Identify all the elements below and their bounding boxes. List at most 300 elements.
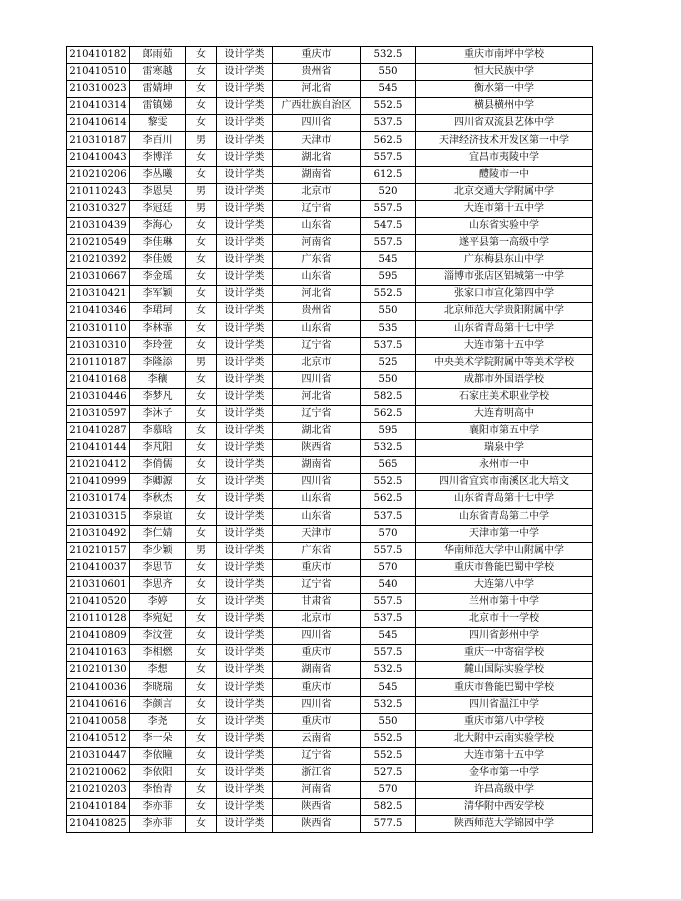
student-id-cell: 210210412 [67,457,130,474]
student-id-cell: 210310174 [67,491,130,508]
province-cell: 山东省 [273,320,361,337]
student-id-cell: 210410036 [67,679,130,696]
table-row [67,132,593,149]
student-id-cell: 210410346 [67,303,130,320]
score-cell: 545 [361,81,416,98]
province-cell: 北京市 [273,611,361,628]
major-cell: 设计学类 [217,98,273,115]
school-cell: 重庆市鲁能巴蜀中学校 [416,679,593,696]
province-cell: 辽宁省 [273,200,361,217]
student-id-cell: 210210130 [67,662,130,679]
province-cell: 北京市 [273,183,361,200]
gender-cell: 男 [186,354,217,371]
province-cell: 重庆市 [273,645,361,662]
major-cell: 设计学类 [217,235,273,252]
school-cell: 襄阳市第五中学 [416,423,593,440]
student-name-cell: 李博洋 [130,149,186,166]
score-cell: 552.5 [361,747,416,764]
province-cell: 湖南省 [273,662,361,679]
major-cell: 设计学类 [217,713,273,730]
province-cell: 广东省 [273,252,361,269]
major-cell: 设计学类 [217,440,273,457]
province-cell: 四川省 [273,474,361,491]
major-cell: 设计学类 [217,576,273,593]
school-cell: 北大附中云南实验学校 [416,730,593,747]
province-cell: 陕西省 [273,799,361,816]
student-id-cell: 210110243 [67,183,130,200]
province-cell: 天津市 [273,132,361,149]
student-id-cell: 210410512 [67,730,130,747]
student-name-cell: 李冠廷 [130,200,186,217]
score-cell: 570 [361,782,416,799]
table-row [67,64,593,81]
school-cell: 大连第八中学 [416,576,593,593]
province-cell: 辽宁省 [273,576,361,593]
school-cell: 山东省青岛第十七中学 [416,491,593,508]
province-cell: 广西壮族自治区 [273,98,361,115]
table-row [67,149,593,166]
province-cell: 山东省 [273,217,361,234]
province-cell: 陕西省 [273,440,361,457]
student-id-cell: 210210206 [67,166,130,183]
score-cell: 562.5 [361,491,416,508]
table-row [67,235,593,252]
student-name-cell: 李颜言 [130,696,186,713]
province-cell: 湖南省 [273,457,361,474]
school-cell: 四川省双流县艺体中学 [416,115,593,132]
student-name-cell: 雷镇娣 [130,98,186,115]
major-cell: 设计学类 [217,799,273,816]
gender-cell: 女 [186,98,217,115]
score-cell: 537.5 [361,337,416,354]
major-cell: 设计学类 [217,217,273,234]
province-cell: 河北省 [273,286,361,303]
gender-cell: 女 [186,645,217,662]
table-row [67,98,593,115]
table-row [67,405,593,422]
major-cell: 设计学类 [217,457,273,474]
school-cell: 山东省实验中学 [416,217,593,234]
gender-cell: 女 [186,628,217,645]
student-name-cell: 李想 [130,662,186,679]
score-cell: 552.5 [361,730,416,747]
gender-cell: 女 [186,269,217,286]
major-cell: 设计学类 [217,354,273,371]
score-cell: 577.5 [361,816,416,833]
school-cell: 重庆市第八中学校 [416,713,593,730]
gender-cell: 女 [186,799,217,816]
school-cell: 宜昌市夷陵中学 [416,149,593,166]
student-name-cell: 李怡青 [130,782,186,799]
gender-cell: 女 [186,816,217,833]
gender-cell: 女 [186,559,217,576]
major-cell: 设计学类 [217,64,273,81]
province-cell: 河南省 [273,782,361,799]
score-cell: 570 [361,525,416,542]
province-cell: 贵州省 [273,64,361,81]
table-row [67,388,593,405]
student-id-cell: 210310110 [67,320,130,337]
table-row [67,764,593,781]
table-row [67,730,593,747]
major-cell: 设计学类 [217,474,273,491]
gender-cell: 女 [186,388,217,405]
score-cell: 557.5 [361,594,416,611]
roster-body [67,47,593,833]
major-cell: 设计学类 [217,200,273,217]
major-cell: 设计学类 [217,747,273,764]
student-id-cell: 210310327 [67,200,130,217]
score-cell: 612.5 [361,166,416,183]
major-cell: 设计学类 [217,628,273,645]
student-id-cell: 210410043 [67,149,130,166]
major-cell: 设计学类 [217,782,273,799]
student-id-cell: 210210392 [67,252,130,269]
score-cell: 595 [361,269,416,286]
gender-cell: 女 [186,64,217,81]
score-cell: 520 [361,183,416,200]
school-cell: 兰州市第十中学 [416,594,593,611]
score-cell: 545 [361,628,416,645]
score-cell: 537.5 [361,611,416,628]
table-row [67,371,593,388]
student-id-cell: 210310023 [67,81,130,98]
school-cell: 广东梅县东山中学 [416,252,593,269]
table-row [67,423,593,440]
province-cell: 山东省 [273,508,361,525]
school-cell: 山东省青岛第二中学 [416,508,593,525]
school-cell: 天津经济技术开发区第一中学 [416,132,593,149]
gender-cell: 女 [186,730,217,747]
gender-cell: 女 [186,166,217,183]
student-name-cell: 雷寒越 [130,64,186,81]
major-cell: 设计学类 [217,611,273,628]
gender-cell: 女 [186,217,217,234]
gender-cell: 女 [186,81,217,98]
school-cell: 张家口市宣化第四中学 [416,286,593,303]
student-id-cell: 210410037 [67,559,130,576]
student-id-cell: 210310667 [67,269,130,286]
province-cell: 四川省 [273,115,361,132]
gender-cell: 女 [186,303,217,320]
score-cell: 550 [361,713,416,730]
gender-cell: 女 [186,235,217,252]
admission-roster-table [66,46,593,833]
gender-cell: 女 [186,782,217,799]
gender-cell: 女 [186,474,217,491]
student-id-cell: 210410182 [67,47,130,64]
table-row [67,645,593,662]
gender-cell: 女 [186,337,217,354]
score-cell: 532.5 [361,696,416,713]
student-name-cell: 李汶萱 [130,628,186,645]
student-name-cell: 李百川 [130,132,186,149]
province-cell: 云南省 [273,730,361,747]
school-cell: 大连市第十五中学 [416,337,593,354]
school-cell: 麓山国际实验学校 [416,662,593,679]
score-cell: 550 [361,64,416,81]
major-cell: 设计学类 [217,252,273,269]
school-cell: 清华附中西安学校 [416,799,593,816]
table-row [67,200,593,217]
gender-cell: 女 [186,747,217,764]
province-cell: 陕西省 [273,816,361,833]
score-cell: 562.5 [361,132,416,149]
table-row [67,440,593,457]
score-cell: 552.5 [361,286,416,303]
gender-cell: 女 [186,405,217,422]
gender-cell: 女 [186,611,217,628]
table-row [67,320,593,337]
province-cell: 山东省 [273,269,361,286]
gender-cell: 女 [186,764,217,781]
student-name-cell: 李玲萱 [130,337,186,354]
school-cell: 华南师范大学中山附属中学 [416,542,593,559]
school-cell: 淄博市张店区铝城第一中学 [416,269,593,286]
student-id-cell: 210310597 [67,405,130,422]
table-row [67,252,593,269]
student-name-cell: 李林霏 [130,320,186,337]
province-cell: 河北省 [273,388,361,405]
student-name-cell: 李俏儒 [130,457,186,474]
table-row [67,628,593,645]
school-cell: 石家庄美术职业学校 [416,388,593,405]
student-id-cell: 210410510 [67,64,130,81]
major-cell: 设计学类 [217,320,273,337]
score-cell: 537.5 [361,115,416,132]
province-cell: 湖北省 [273,423,361,440]
student-id-cell: 210410614 [67,115,130,132]
student-id-cell: 210410287 [67,423,130,440]
student-id-cell: 210110187 [67,354,130,371]
gender-cell: 女 [186,320,217,337]
score-cell: 547.5 [361,217,416,234]
school-cell: 四川省彭州中学 [416,628,593,645]
table-row [67,679,593,696]
student-id-cell: 210410520 [67,594,130,611]
gender-cell: 女 [186,696,217,713]
table-row [67,303,593,320]
student-id-cell: 210310187 [67,132,130,149]
table-row [67,816,593,833]
student-id-cell: 210410825 [67,816,130,833]
gender-cell: 女 [186,594,217,611]
table-row [67,799,593,816]
school-cell: 横县横州中学 [416,98,593,115]
school-cell: 中央美术学院附属中等美术学校 [416,354,593,371]
major-cell: 设计学类 [217,662,273,679]
school-cell: 重庆市鲁能巴蜀中学校 [416,559,593,576]
table-row [67,782,593,799]
province-cell: 北京市 [273,354,361,371]
gender-cell: 男 [186,132,217,149]
province-cell: 重庆市 [273,559,361,576]
student-id-cell: 210410168 [67,371,130,388]
province-cell: 湖北省 [273,149,361,166]
gender-cell: 男 [186,200,217,217]
major-cell: 设计学类 [217,491,273,508]
school-cell: 四川省宜宾市南溪区北大培文 [416,474,593,491]
school-cell: 醴陵市一中 [416,166,593,183]
table-row [67,457,593,474]
student-name-cell: 李尧 [130,713,186,730]
gender-cell: 女 [186,491,217,508]
province-cell: 河南省 [273,235,361,252]
school-cell: 许昌高级中学 [416,782,593,799]
student-name-cell: 李穰 [130,371,186,388]
school-cell: 天津市第一中学 [416,525,593,542]
student-name-cell: 李亦菲 [130,799,186,816]
gender-cell: 女 [186,525,217,542]
table-row [67,474,593,491]
score-cell: 525 [361,354,416,371]
school-cell: 北京交通大学附属中学 [416,183,593,200]
table-row [67,713,593,730]
gender-cell: 女 [186,457,217,474]
score-cell: 557.5 [361,235,416,252]
province-cell: 湖南省 [273,166,361,183]
major-cell: 设计学类 [217,115,273,132]
major-cell: 设计学类 [217,132,273,149]
table-row [67,491,593,508]
student-name-cell: 李慕晗 [130,423,186,440]
table-row [67,47,593,64]
major-cell: 设计学类 [217,594,273,611]
score-cell: 557.5 [361,149,416,166]
table-row [67,269,593,286]
major-cell: 设计学类 [217,303,273,320]
student-name-cell: 李秋杰 [130,491,186,508]
school-cell: 重庆一中寄宿学校 [416,645,593,662]
student-id-cell: 210410058 [67,713,130,730]
province-cell: 贵州省 [273,303,361,320]
student-id-cell: 210410184 [67,799,130,816]
student-id-cell: 210310492 [67,525,130,542]
student-id-cell: 210410999 [67,474,130,491]
score-cell: 557.5 [361,645,416,662]
table-row [67,611,593,628]
student-id-cell: 210410616 [67,696,130,713]
major-cell: 设计学类 [217,730,273,747]
major-cell: 设计学类 [217,525,273,542]
student-name-cell: 李梦凡 [130,388,186,405]
student-id-cell: 210310439 [67,217,130,234]
province-cell: 浙江省 [273,764,361,781]
student-id-cell: 210210157 [67,542,130,559]
gender-cell: 女 [186,252,217,269]
student-name-cell: 李亦菲 [130,816,186,833]
student-name-cell: 李相燃 [130,645,186,662]
gender-cell: 女 [186,576,217,593]
student-id-cell: 210310315 [67,508,130,525]
gender-cell: 女 [186,371,217,388]
school-cell: 金华市第一中学 [416,764,593,781]
score-cell: 552.5 [361,474,416,491]
major-cell: 设计学类 [217,559,273,576]
major-cell: 设计学类 [217,696,273,713]
student-name-cell: 郎雨茹 [130,47,186,64]
gender-cell: 女 [186,149,217,166]
student-name-cell: 李隆添 [130,354,186,371]
major-cell: 设计学类 [217,47,273,64]
student-name-cell: 李仁婧 [130,525,186,542]
major-cell: 设计学类 [217,388,273,405]
province-cell: 重庆市 [273,47,361,64]
student-name-cell: 李宛妃 [130,611,186,628]
student-id-cell: 210310446 [67,388,130,405]
gender-cell: 女 [186,115,217,132]
score-cell: 545 [361,252,416,269]
school-cell: 北京师范大学贵阳附属中学 [416,303,593,320]
score-cell: 595 [361,423,416,440]
table-row [67,508,593,525]
major-cell: 设计学类 [217,337,273,354]
school-cell: 大连市第十五中学 [416,200,593,217]
table-row [67,576,593,593]
score-cell: 565 [361,457,416,474]
score-cell: 532.5 [361,47,416,64]
score-cell: 532.5 [361,662,416,679]
major-cell: 设计学类 [217,679,273,696]
student-name-cell: 李依瞳 [130,747,186,764]
gender-cell: 女 [186,679,217,696]
student-name-cell: 李少颖 [130,542,186,559]
score-cell: 550 [361,303,416,320]
table-row [67,286,593,303]
table-row [67,166,593,183]
table-row [67,354,593,371]
table-row [67,662,593,679]
major-cell: 设计学类 [217,645,273,662]
province-cell: 四川省 [273,628,361,645]
student-name-cell: 黎雯 [130,115,186,132]
student-id-cell: 210210203 [67,782,130,799]
table-row [67,542,593,559]
school-cell: 遂平县第一高级中学 [416,235,593,252]
gender-cell: 男 [186,183,217,200]
score-cell: 545 [361,679,416,696]
school-cell: 大连育明高中 [416,405,593,422]
major-cell: 设计学类 [217,286,273,303]
student-name-cell: 李芃阳 [130,440,186,457]
student-name-cell: 李卿源 [130,474,186,491]
student-name-cell: 李依阳 [130,764,186,781]
major-cell: 设计学类 [217,405,273,422]
table-row [67,594,593,611]
score-cell: 557.5 [361,200,416,217]
score-cell: 532.5 [361,440,416,457]
table-row [67,337,593,354]
student-name-cell: 李泉谊 [130,508,186,525]
student-name-cell: 李佳媛 [130,252,186,269]
major-cell: 设计学类 [217,183,273,200]
table-row [67,525,593,542]
student-name-cell: 李珺珂 [130,303,186,320]
student-name-cell: 李沐子 [130,405,186,422]
score-cell: 557.5 [361,542,416,559]
gender-cell: 男 [186,542,217,559]
student-name-cell: 李佳琳 [130,235,186,252]
student-id-cell: 210410163 [67,645,130,662]
major-cell: 设计学类 [217,764,273,781]
province-cell: 广东省 [273,542,361,559]
student-id-cell: 210410144 [67,440,130,457]
gender-cell: 女 [186,286,217,303]
student-name-cell: 李恩昊 [130,183,186,200]
school-cell: 成都市外国语学校 [416,371,593,388]
table-row [67,559,593,576]
score-cell: 550 [361,371,416,388]
